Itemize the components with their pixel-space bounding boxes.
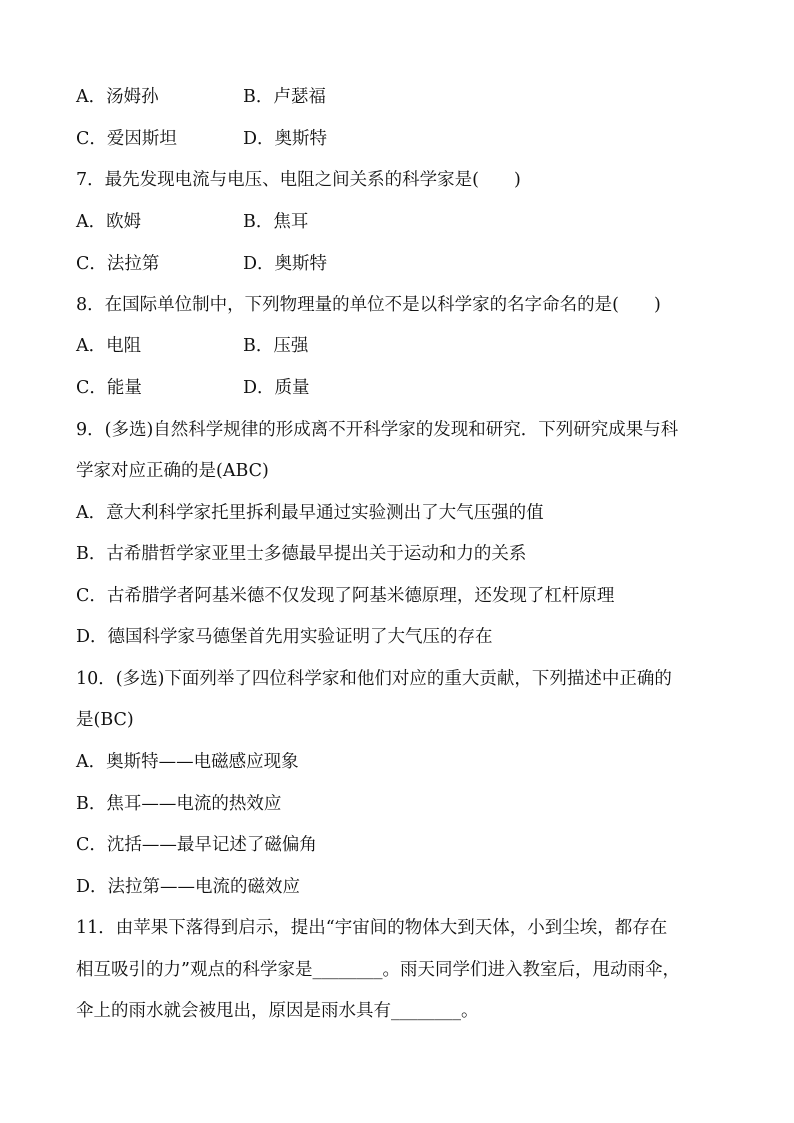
q10-stem-line-1: 10．(多选)下面列举了四位科学家和他们对应的重大贡献，下列描述中正确的 [76,669,672,689]
q9-option-a: A．意大利科学家托里拆利最早通过实验测出了大气压强的值 [76,503,544,523]
q8-options-row-2 [0,376,794,400]
q8-options-row-1 [0,334,794,358]
q10-option-a: A．奥斯特——电磁感应现象 [76,752,299,772]
q9-option-d: D．德国科学家马德堡首先用实验证明了大气压的存在 [76,627,493,647]
q10-option-b: B．焦耳——电流的热效应 [76,794,282,814]
q9-option-c: C．古希腊学者阿基米德不仅发现了阿基米德原理，还发现了杠杆原理 [76,586,615,606]
q8-option-d: D．质量 [243,378,310,398]
q7-option-d: D．奥斯特 [243,254,328,274]
q7-options-row-2 [0,252,794,276]
q11-line-2: 相互吸引的力”观点的科学家是________。雨天同学们进入教室后，甩动雨伞， [76,960,680,980]
q6-option-c: C．爱因斯坦 [76,129,177,149]
q9-stem-line-2: 学家对应正确的是(ABC) [76,461,269,481]
q6-option-d: D．奥斯特 [243,129,328,149]
q8-stem: 8．在国际单位制中，下列物理量的单位不是以科学家的名字命名的是( ) [76,295,661,315]
q6-option-a: A．汤姆孙 [76,87,159,107]
q9-option-b: B．古希腊哲学家亚里士多德最早提出关于运动和力的关系 [76,544,527,564]
q11-line-1: 11．由苹果下落得到启示，提出“宇宙间的物体大到天体，小到尘埃，都存在 [76,918,668,938]
q11-line-3: 伞上的雨水就会被甩出，原因是雨水具有________。 [76,1001,479,1021]
q7-stem: 7．最先发现电流与电压、电阻之间关系的科学家是( ) [76,170,521,190]
q7-option-a: A．欧姆 [76,212,142,232]
q10-option-d: D．法拉第——电流的磁效应 [76,877,301,897]
q7-option-b: B．焦耳 [243,212,309,232]
q10-option-c: C．沈括——最早记述了磁偏角 [76,835,317,855]
q6-options-row-2 [0,127,794,151]
q8-option-b: B．压强 [243,336,309,356]
q8-option-a: A．电阻 [76,336,142,356]
q7-options-row-1 [0,210,794,234]
q6-options-row-1 [0,85,794,109]
q6-option-b: B．卢瑟福 [243,87,326,107]
q8-option-c: C．能量 [76,378,142,398]
q10-stem-line-2: 是(BC) [76,710,134,730]
q9-stem-line-1: 9．(多选)自然科学规律的形成离不开科学家的发现和研究．下列研究成果与科 [76,420,679,440]
q7-option-c: C．法拉第 [76,254,160,274]
